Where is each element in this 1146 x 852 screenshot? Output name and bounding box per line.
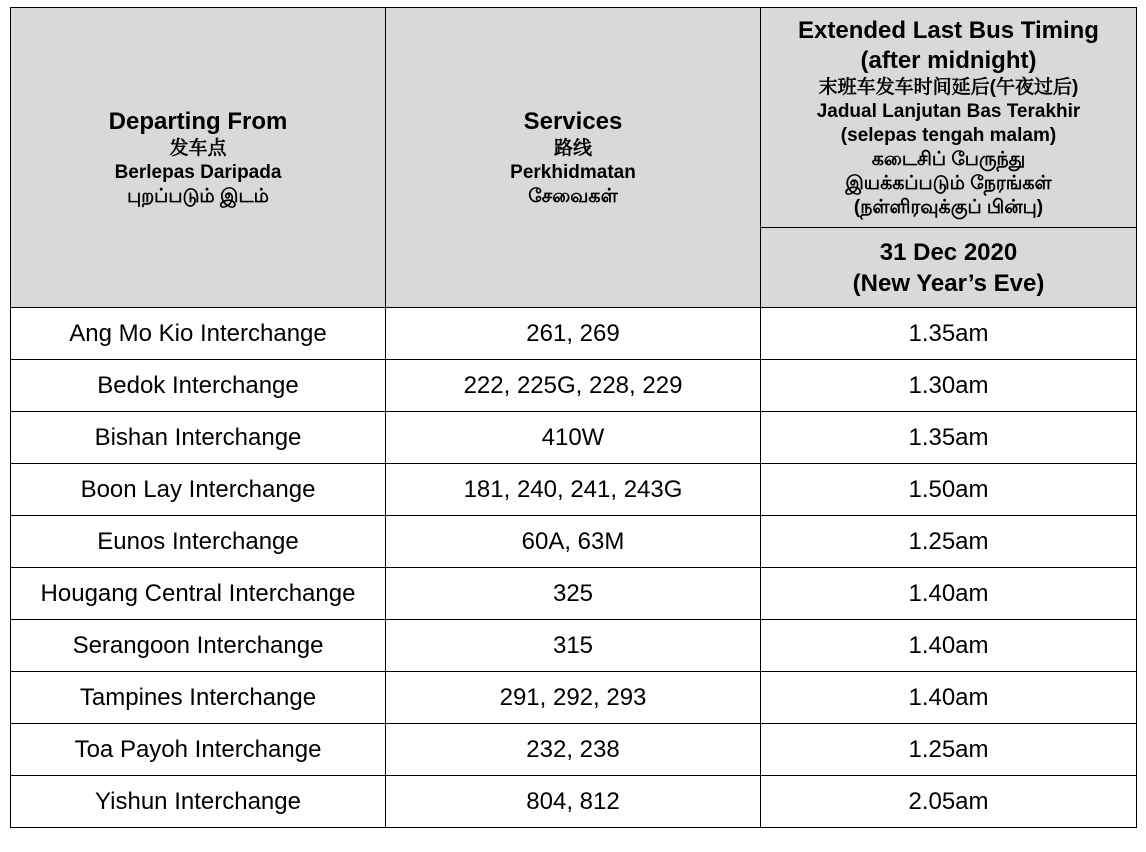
services-cell: 804, 812 (386, 776, 761, 828)
header-timing-en-line2: (after midnight) (860, 46, 1037, 74)
services-cell: 315 (386, 620, 761, 672)
table-row (11, 412, 1137, 464)
header-departing-en: Departing From (108, 107, 288, 135)
last-bus-time-cell: 2.05am (761, 776, 1137, 828)
services-cell: 410W (386, 412, 761, 464)
table-row (11, 620, 1137, 672)
header-services-ms: Perkhidmatan (510, 161, 636, 183)
header-timing-ta-line1: கடைசிப் பேருந்து (871, 148, 1026, 170)
table-row (11, 464, 1137, 516)
header-services-en: Services (523, 107, 623, 135)
header-date-line2: (New Year’s Eve) (852, 269, 1045, 297)
departing-from-cell: Bedok Interchange (11, 360, 386, 412)
header-departing-ta: புறப்படும் இடம் (127, 185, 269, 207)
header-departing-from (11, 8, 386, 308)
services-cell: 325 (386, 568, 761, 620)
table-row (11, 516, 1137, 568)
header-timing-ms-line1: Jadual Lanjutan Bas Terakhir (816, 100, 1081, 122)
table-row (11, 776, 1137, 828)
services-cell: 232, 238 (386, 724, 761, 776)
header-departing-zh: 发车点 (169, 137, 227, 159)
departing-from-cell: Hougang Central Interchange (11, 568, 386, 620)
table-body (11, 308, 1137, 828)
header-departing-ms: Berlepas Daripada (114, 161, 282, 183)
table-row (11, 724, 1137, 776)
header-timing-zh: 末班车发车时间延后(午夜过后) (818, 76, 1079, 98)
table-row (11, 672, 1137, 724)
last-bus-time-cell: 1.25am (761, 516, 1137, 568)
table-row (11, 360, 1137, 412)
services-cell: 222, 225G, 228, 229 (386, 360, 761, 412)
last-bus-time-cell: 1.40am (761, 568, 1137, 620)
services-cell: 60A, 63M (386, 516, 761, 568)
departing-from-cell: Tampines Interchange (11, 672, 386, 724)
departing-from-cell: Eunos Interchange (11, 516, 386, 568)
departing-from-cell: Yishun Interchange (11, 776, 386, 828)
header-date-line1: 31 Dec 2020 (879, 238, 1018, 266)
departing-from-cell: Boon Lay Interchange (11, 464, 386, 516)
header-services (386, 8, 761, 308)
header-timing-en-line1: Extended Last Bus Timing (798, 16, 1099, 44)
departing-from-cell: Serangoon Interchange (11, 620, 386, 672)
table-row (11, 308, 1137, 360)
header-date (761, 228, 1137, 308)
last-bus-time-cell: 1.50am (761, 464, 1137, 516)
departing-from-cell: Toa Payoh Interchange (11, 724, 386, 776)
table-row (11, 568, 1137, 620)
header-services-zh: 路线 (553, 137, 592, 159)
services-cell: 291, 292, 293 (386, 672, 761, 724)
header-timing-ta-line3: (நள்ளிரவுக்குப் பின்பு) (853, 196, 1044, 218)
departing-from-cell: Bishan Interchange (11, 412, 386, 464)
header-timing-ta-line2: இயக்கப்படும் நேரங்கள் (845, 172, 1052, 194)
header-services-ta: சேவைகள் (528, 185, 618, 207)
header-timing-ms-line2: (selepas tengah malam) (840, 124, 1057, 146)
last-bus-time-cell: 1.25am (761, 724, 1137, 776)
services-cell: 181, 240, 241, 243G (386, 464, 761, 516)
last-bus-time-cell: 1.30am (761, 360, 1137, 412)
last-bus-time-cell: 1.35am (761, 412, 1137, 464)
services-cell: 261, 269 (386, 308, 761, 360)
departing-from-cell: Ang Mo Kio Interchange (11, 308, 386, 360)
last-bus-time-cell: 1.35am (761, 308, 1137, 360)
last-bus-time-cell: 1.40am (761, 620, 1137, 672)
header-extended-timing (761, 8, 1137, 228)
last-bus-time-cell: 1.40am (761, 672, 1137, 724)
last-bus-timing-table (10, 7, 1137, 828)
